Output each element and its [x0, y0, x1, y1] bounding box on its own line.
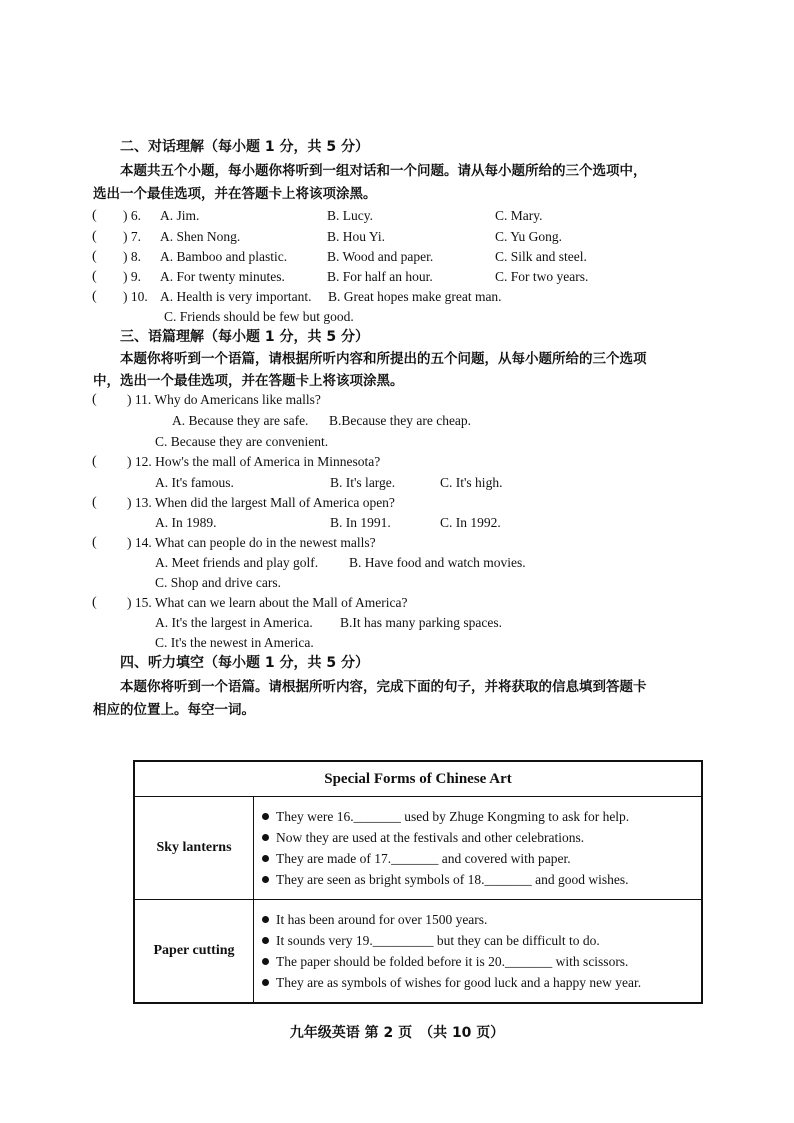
option-c: C. Shop and drive cars.	[155, 575, 281, 590]
section4-heading: 四、听力填空（每小题 1 分，共 5 分）	[120, 655, 369, 671]
answer-paren[interactable]: (	[92, 454, 97, 469]
item-text: Now they are used at the festivals and other celebrations.	[276, 830, 585, 845]
section3-instruction-line2: 中，选出一个最佳选项，并在答题卡上将该项涂黑。	[93, 373, 404, 389]
option-c: C. Mary.	[495, 208, 543, 223]
category-cell: Sky lanterns	[134, 797, 254, 900]
answer-paren[interactable]: (	[92, 535, 97, 550]
option-b: B. Have food and watch movies.	[349, 555, 526, 570]
bullet-item	[262, 806, 701, 827]
bullet-item	[262, 951, 701, 972]
answer-paren[interactable]: (	[92, 249, 97, 264]
bullet-item	[262, 972, 701, 993]
bullet-item	[262, 909, 701, 930]
option-a: A. In 1989.	[155, 515, 217, 530]
table-row	[134, 900, 702, 1003]
section4-instruction-line2: 相应的位置上。每空一词。	[93, 702, 255, 718]
section3-instruction-line1: 本题你将听到一个语篇，请根据所听内容和所提出的五个问题，从每小题所给的三个选项	[120, 351, 647, 367]
question-number: ) 10.	[123, 289, 148, 304]
question-text: ) 14. What can people do in the newest malls?	[127, 535, 376, 550]
category-cell: Paper cutting	[134, 900, 254, 1003]
item-text: They are as symbols of wishes for good luck and a happy new year.	[276, 974, 642, 990]
table-title: Special Forms of Chinese Art	[134, 761, 702, 797]
answer-paren[interactable]: (	[92, 392, 97, 407]
option-b: B. For half an hour.	[327, 269, 433, 284]
option-c: C. For two years.	[495, 269, 589, 284]
question-number: ) 8.	[123, 249, 141, 264]
page-footer: 九年级英语 第 2 页 （共 10 页）	[289, 1025, 505, 1041]
item-text: It has been around for over 1500 years.	[276, 911, 488, 927]
option-c: C. It's high.	[440, 475, 503, 490]
table-row	[134, 797, 702, 900]
option-c: C. Silk and steel.	[495, 249, 587, 264]
option-b: B. In 1991.	[330, 515, 391, 530]
bullet-icon	[262, 834, 269, 841]
option-c: C. Yu Gong.	[495, 229, 563, 244]
answer-paren[interactable]: (	[92, 289, 97, 304]
section4-instruction-line1: 本题你将听到一个语篇。请根据所听内容，完成下面的句子，并将获取的信息填到答题卡	[120, 679, 647, 695]
option-a: A. Meet friends and play golf.	[155, 555, 319, 570]
bullet-item	[262, 869, 701, 890]
answer-paren[interactable]: (	[92, 208, 97, 223]
option-b: B.Because they are cheap.	[329, 413, 472, 428]
option-c: C. In 1992.	[440, 515, 501, 530]
item-text: They are seen as bright symbols of 18._______ and good wishes.	[276, 872, 629, 887]
question-number: ) 6.	[123, 208, 141, 223]
option-a: A. Jim.	[160, 208, 200, 223]
option-b: B. Great hopes make great man.	[328, 289, 502, 304]
answer-paren[interactable]: (	[92, 269, 97, 284]
item-text: They were 16._______ used by Zhuge Kongming to ask for help.	[276, 809, 630, 824]
bullet-item	[262, 930, 701, 951]
option-b: B. Wood and paper.	[327, 249, 434, 264]
bullet-item	[262, 827, 701, 848]
option-b: B. Hou Yi.	[327, 229, 386, 244]
answer-paren[interactable]: (	[92, 595, 97, 610]
question-number: ) 7.	[123, 229, 141, 244]
question-text: ) 12. How's the mall of America in Minnesota?	[127, 454, 381, 469]
bullet-icon	[262, 813, 269, 820]
question-number: ) 9.	[123, 269, 141, 284]
question-text: ) 15. What can we learn about the Mall of America?	[127, 595, 408, 610]
items-cell	[254, 900, 703, 1003]
section2-heading: 二、对话理解（每小题 1 分，共 5 分）	[120, 139, 369, 155]
option-a: A. It's the largest in America.	[155, 615, 313, 630]
section3-heading: 三、语篇理解（每小题 1 分，共 5 分）	[120, 329, 369, 345]
question-text: ) 11. Why do Americans like malls?	[127, 392, 321, 407]
item-text: It sounds very 19._________ but they can be difficult to do.	[276, 932, 600, 948]
option-a: A. Because they are safe.	[172, 413, 309, 428]
option-a: A. Shen Nong.	[160, 229, 241, 244]
bullet-icon	[262, 876, 269, 883]
answer-paren[interactable]: (	[92, 495, 97, 510]
option-a: A. Health is very important.	[160, 289, 312, 304]
question-text: ) 13. When did the largest Mall of America open?	[127, 495, 395, 510]
option-c: C. Because they are convenient.	[155, 434, 329, 449]
answer-paren[interactable]: (	[92, 229, 97, 244]
items-cell	[254, 797, 703, 900]
bullet-icon	[262, 937, 269, 944]
option-c: C. Friends should be few but good.	[164, 309, 354, 324]
bullet-icon	[262, 855, 269, 862]
bullet-icon	[262, 979, 269, 986]
bullet-icon	[262, 958, 269, 965]
item-text: They are made of 17._______ and covered with paper.	[276, 851, 571, 866]
option-a: A. It's famous.	[155, 475, 234, 490]
option-b: B. It's large.	[330, 475, 396, 490]
bullet-item	[262, 848, 701, 869]
option-c: C. It's the newest in America.	[155, 635, 314, 650]
option-b: B.It has many parking spaces.	[340, 615, 502, 630]
section2-instruction-line1: 本题共五个小题，每小题你将听到一组对话和一个问题。请从每小题所给的三个选项中，	[120, 163, 647, 179]
item-text: The paper should be folded before it is 20._______ with scissors.	[276, 953, 629, 969]
chinese-art-table	[133, 760, 703, 1004]
bullet-icon	[262, 916, 269, 923]
option-a: A. For twenty minutes.	[160, 269, 285, 284]
option-b: B. Lucy.	[327, 208, 373, 223]
option-a: A. Bamboo and plastic.	[160, 249, 288, 264]
section2-instruction-line2: 选出一个最佳选项，并在答题卡上将该项涂黑。	[93, 186, 377, 202]
